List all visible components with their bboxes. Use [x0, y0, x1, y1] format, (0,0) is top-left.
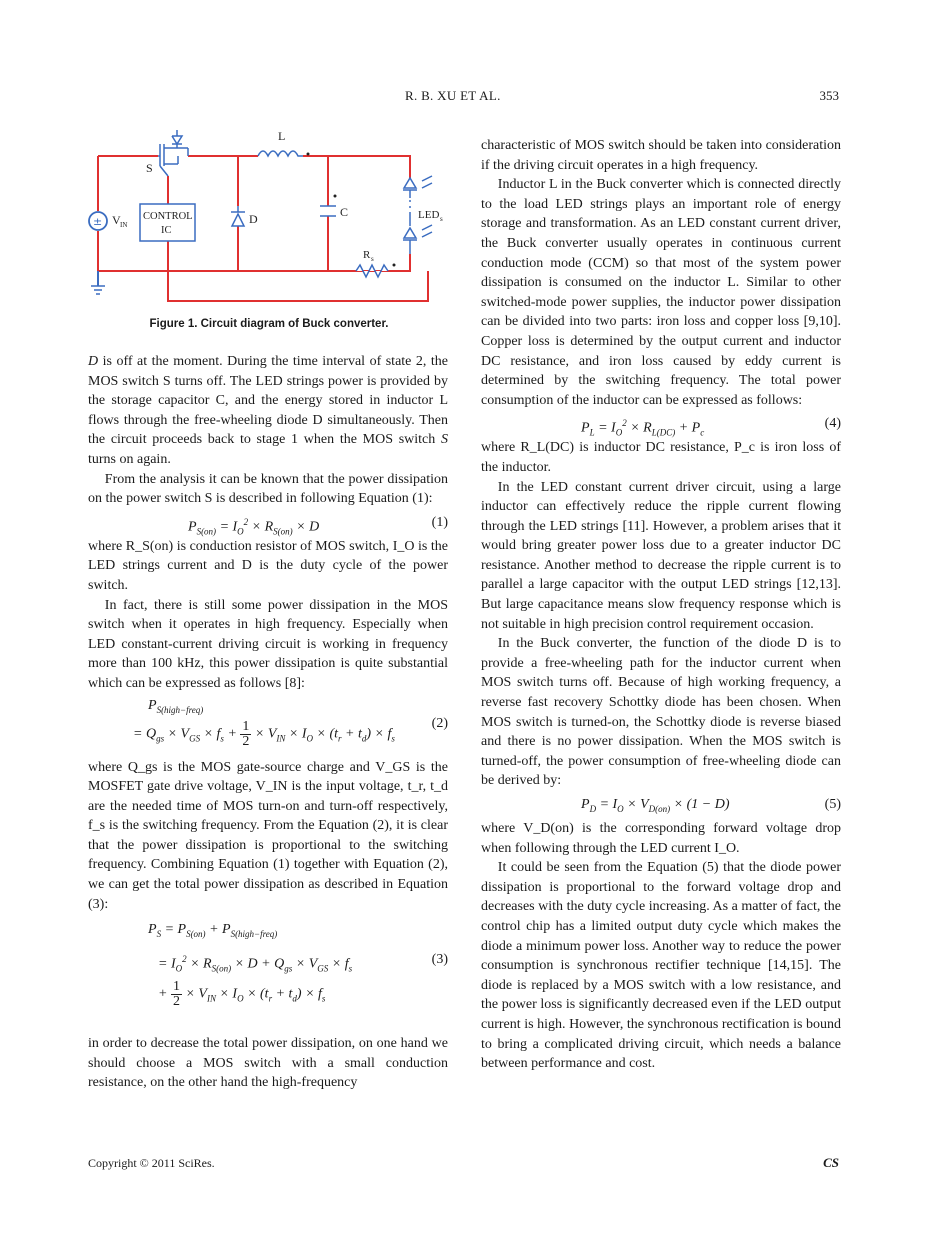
- left-paragraph-3: where R_S(on) is conduction resistor of MOS switch, I_O is the LED strings current and D is the duty cycle of the power switch.: [88, 538, 448, 593]
- right-paragraph-6: where V_D(on) is the corresponding forward voltage drop when following through the LED current I_O.: [481, 821, 841, 856]
- figure-caption: Figure 1. Circuit diagram of Buck converter.: [149, 318, 389, 330]
- right-paragraph-7: It could be seen from the Equation (5) that the diode power dissipation is proportional to the forward voltage drop and decreases with the duty cycle increasing. As a matter of fact, the control chip has a limited output duty cycle which makes the diode a minimum power loss. Another way to reduce the power consumption is synchronous rectifier technique [14,15]. The diode is replaced by a MOS switch with a low resistance, and the power loss is significantly decreased even if the LED output current is high. However, the synchronous rectification is bound to bring a complicated driving circuit, which needs a balance between performance and cost.: [481, 860, 841, 1072]
- left-paragraph-2: From the analysis it can be known that the power dissipation on the power switch S is described in following Equation (1):: [88, 471, 448, 507]
- diode-symbol: [231, 206, 245, 226]
- left-paragraph-1: D is off at the moment. During the time interval of state 2, the MOS switch S turns off. The LED strings power is provided by the storage capacitor C, and the energy stored in inductor L flows through the free-wheeling diode D simultaneously. Then the circuit proceeds back to stage 1 when the MOS switch S turns on again.: [88, 354, 448, 467]
- svg-text:IN: IN: [120, 221, 128, 229]
- left-paragraph-6: in order to decrease the total power dissipation, on one hand we should choose a MOS switch with a small conduction resistance, on the other hand the high-frequency: [88, 1036, 448, 1091]
- switch-label: S: [146, 161, 153, 175]
- buck-converter-circuit-diagram: [88, 126, 450, 316]
- equation-1: $P_{S(on)} = I_O^2 \times R_{S(on)} \times D$ (1): [188, 514, 448, 537]
- journal-abbrev: CS: [823, 1155, 839, 1170]
- equation-2: $P_{S(high-freq)}$ = $Q_{gs} \times V_{GS} \times f_s$ + $\frac{1}{2}$ × $V_{IN} \times I_O \times (t_r + t_d) \times f_s$ (2): [133, 697, 448, 749]
- resistor-label: R: [363, 249, 371, 261]
- right-paragraph-4: In the LED constant current driver circuit, using a large inductor can effectively reduce the ripple current flowing through the LED strings [11]. However, a problem arises that it would bring greater power loss due to a greater inductor DC resistance. Another method to decrease the ripple current is to parallel a large capacitor with the output LED strings [12,13]. But large capacitance means slow frequency response which is not suitable in high precision control requirement occasion.: [481, 479, 841, 632]
- capacitor-symbol: [320, 206, 336, 216]
- capacitor-label: C: [340, 205, 349, 219]
- left-paragraph-5: where Q_gs is the MOS gate-source charge and V_GS is the MOSFET gate drive voltage, V_IN is the input voltage, t_r, t_d are the needed time of MOS turn-on and turn-off respectively, f_s is the switching frequency. From the Equation (2), it is clear that the power dissipation is proportional to the switching frequency. Combining Equation (1) together with Equation (2), we can get the total power dissipation as described in Equation (3):: [88, 759, 448, 912]
- resistor-symbol: [356, 265, 388, 277]
- svg-text:±: ±: [93, 215, 103, 228]
- page-number: 353: [819, 88, 839, 103]
- left-column: [88, 352, 448, 1093]
- right-paragraph-2: Inductor L in the Buck converter which is connected directly to the load LED strings plays an important role of energy storage and transformation. As an LED constant current driver, the Buck converter usually operates in continuous current conduction mode (CCM) so that most of the system power dissipation is consumed on the inductor L. Similar to other switched-mode power supplies, the inductor power dissipation can be divided into two parts: iron loss and copper loss [9,10]. Copper loss is determined by the output current and inductor DC resistance, and iron loss caused by eddy current is determined by the switching frequency. The total power consumption of the inductor can be expressed as follows:: [481, 177, 841, 408]
- svg-text:s: s: [371, 255, 374, 263]
- source-label: V: [112, 213, 121, 227]
- right-paragraph-5: In the Buck converter, the function of the diode D is to provide a free-wheeling path for the inductor current when MOS switch turns off. Because of high working frequency, a reverse fast recovery Schottky diode has been chosen. When MOS switch is turned-on, the Schottky diode is reverse biased and there is no power dissipation. When the MOS switch is turned-off, the power consumption of free-wheeling diode can be derived by:: [481, 636, 841, 789]
- equation-4: $P_L = I_O^2 \times R_{L(DC)} + P_c$ (4): [581, 416, 841, 438]
- control-ic-label-2: IC: [161, 225, 172, 236]
- led-label: LED: [418, 209, 440, 221]
- right-paragraph-1: characteristic of MOS switch should be taken into consideration if the driving circuit operates in a high frequency.: [481, 138, 841, 173]
- control-ic-label-1: CONTROL: [143, 211, 193, 222]
- right-column: [481, 136, 841, 1074]
- copyright: Copyright © 2011 SciRes.: [88, 1156, 215, 1170]
- svg-text:s: s: [440, 215, 443, 223]
- diode-label: D: [249, 212, 258, 226]
- inductor-symbol: [258, 151, 303, 156]
- inductor-label: L: [278, 129, 286, 143]
- left-paragraph-4: In fact, there is still some power dissipation in the MOS switch when it operates in high frequency. Especially when LED constant-current driving circuit is working in frequency more than 100 kHz, this power dissipation is quite substantial which can be expressed as follows [8]:: [88, 597, 448, 691]
- right-paragraph-3: where R_L(DC) is inductor DC resistance, P_c is iron loss of the inductor.: [481, 440, 841, 475]
- running-title: R. B. XU ET AL.: [405, 88, 501, 103]
- equation-3: $P_S = P_{S(on)} + P_{S(high-freq)}$ = $I_O^2 \times R_{S(on)} \times D + Q_{gs} \times V_{GS} \times f_s$ + $\frac{1}{2}$ × $V_{IN} \times I_O \times (t_r + t_d) \times f_s$ (3): [148, 922, 448, 1010]
- equation-5: $P_D = I_O \times V_{D(on)} \times (1 - D)$ (5): [581, 797, 841, 814]
